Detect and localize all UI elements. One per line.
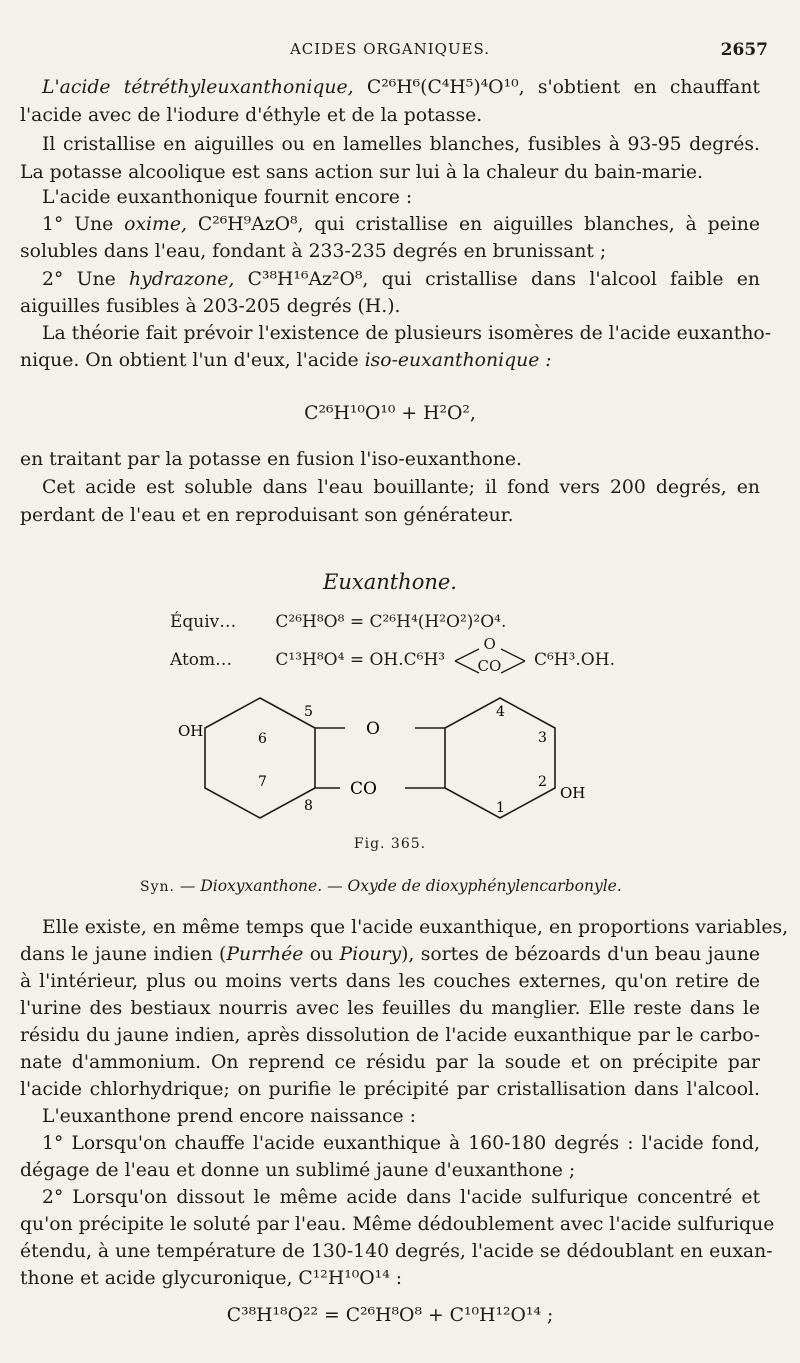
paragraph-line: 2° Lorsqu'on dissout le même acide dans l'acide sulfurique concentré et [42, 1187, 760, 1208]
compound-name: L'acide tétréthyleuxanthonique, [42, 77, 354, 98]
synonyms-line [140, 872, 760, 901]
atom-bridge [451, 634, 529, 675]
paragraph-line [20, 74, 760, 102]
paragraph-line: Cet acide est soluble dans l'eau bouillante; il fond vers 200 degrés, en [42, 477, 760, 498]
bridge-co: CO [477, 656, 502, 675]
figure-caption: Fig. 365. [353, 836, 427, 852]
compound-name: oxime, [124, 214, 187, 235]
text-run: , s'obtient en chauffant [518, 77, 760, 98]
paragraph-line: L'euxanthone prend encore naissance : [42, 1106, 416, 1127]
oh-left-label: OH [178, 722, 204, 740]
paragraph-line: étendu, à une température de 130-140 degrés, l'acide se dédoublant en euxan- [20, 1241, 773, 1262]
page-number: 2657 [720, 40, 768, 60]
text-run: 1° Une [42, 214, 114, 235]
equiv-formula: C²⁶H⁸O⁸ = C²⁶H⁴(H²O²)²O⁴. [275, 612, 507, 632]
ring-number-1: 1 [496, 800, 505, 816]
paragraph-line: aiguilles fusibles à 203-205 degrés (H.). [20, 296, 401, 317]
text-run: ), sortes de bézoards d'un beau jaune [401, 944, 760, 965]
paragraph-line: Il cristallise en aiguilles ou en lamelles blanches, fusibles à 93-95 degrés. [42, 134, 760, 155]
syn-label: Syn. [140, 879, 175, 895]
left-ring [205, 698, 315, 818]
compound-name: hydrazone, [129, 269, 235, 290]
paragraph-line: dégage de l'eau et donne un sublimé jaune d'euxanthone ; [20, 1160, 576, 1181]
ring-number-6: 6 [258, 731, 267, 747]
chemical-formula: C²⁶H¹⁰O¹⁰ + H²O², [304, 403, 476, 424]
ring-number-5: 5 [304, 704, 313, 720]
running-title: ACIDES ORGANIQUES. [289, 40, 491, 58]
page-header [20, 40, 768, 64]
compound-name: iso-euxanthonique : [364, 350, 552, 371]
chemical-formula: C²⁶H⁶(C⁴H⁵)⁴O¹⁰ [366, 77, 519, 98]
ring-number-4: 4 [496, 704, 505, 720]
atom-label: Atom… [170, 650, 233, 670]
bridge-o: O [483, 634, 496, 653]
section-title-text: Euxanthone. [323, 570, 457, 594]
paragraph-line: l'urine des bestiaux nourris avec les feuilles du manglier. Elle reste dans le [20, 998, 760, 1019]
paragraph-line [20, 266, 760, 294]
paragraph-line [20, 347, 760, 375]
paragraph-line: en traitant par la potasse en fusion l'iso-euxanthone. [20, 449, 522, 470]
paragraph-line: l'acide chlorhydrique; on purifie le précipité par cristallisation dans l'alcool. [20, 1079, 760, 1100]
paragraph-line: 1° Lorsqu'on chauffe l'acide euxanthique à 160-180 degrés : l'acide fond, [42, 1133, 760, 1154]
syn-text: — Dioxyxanthone. — Oxyde de dioxyphénylencarbonyle. [179, 877, 622, 895]
xanthone-structure-figure [178, 688, 620, 838]
atom-formula-row [170, 634, 730, 675]
paragraph-line: perdant de l'eau et en reproduisant son générateur. [20, 505, 514, 526]
paragraph-line: à l'intérieur, plus ou moins verts dans les couches externes, qu'on retire de [20, 971, 760, 992]
equiv-formula-row [170, 612, 730, 632]
bridge-o-label: O [366, 719, 380, 739]
paragraph-line: qu'on précipite le soluté par l'eau. Même dédoublement avec l'acide sulfurique [20, 1214, 775, 1235]
text-run: C³⁸H¹⁶Az²O⁸, qui cristallise dans l'alcool faible en [247, 269, 760, 290]
chemical-formula: C³⁸H¹⁸O²² = C²⁶H⁸O⁸ + C¹⁰H¹²O¹⁴ ; [226, 1305, 554, 1326]
bridge-co-label: CO [350, 779, 377, 799]
paragraph-line: thone et acide glycuronique, C¹²H¹⁰O¹⁴ : [20, 1268, 403, 1289]
paragraph-line: solubles dans l'eau, fondant à 233-235 degrés en brunissant ; [20, 241, 607, 262]
paragraph-line: l'acide avec de l'iodure d'éthyle et de la potasse. [20, 105, 483, 126]
paragraph-line: La potasse alcoolique est sans action sur lui à la chaleur du bain-marie. [20, 162, 703, 183]
paragraph-line: résidu du jaune indien, après dissolution de l'acide euxanthique par le carbo- [20, 1025, 760, 1046]
ring-number-8: 8 [304, 798, 313, 814]
text-run: 2° Une [42, 269, 116, 290]
ring-number-7: 7 [258, 774, 267, 790]
term: Pioury [339, 944, 402, 965]
text-run: C²⁶H⁹AzO⁸, qui cristallise en aiguilles blanches, à peine [197, 214, 760, 235]
term: Purrhée [226, 944, 304, 965]
equiv-label: Équiv… [170, 612, 237, 632]
atom-formula-left: C¹³H⁸O⁴ = OH.C⁶H³ [275, 650, 446, 670]
paragraph-line [20, 211, 760, 239]
structure-svg [178, 688, 620, 838]
ring-number-2: 2 [538, 774, 547, 790]
paragraph-line [20, 941, 760, 969]
section-title [20, 568, 760, 598]
text-run: dans le jaune indien ( [20, 944, 227, 965]
paragraph-line: L'acide euxanthonique fournit encore : [42, 187, 413, 208]
text-run: nique. On obtient l'un d'eux, l'acide [20, 350, 359, 371]
paragraph-line: Elle existe, en même temps que l'acide euxanthique, en proportions variables, [42, 917, 789, 938]
paragraph-line: nate d'ammonium. On reprend ce résidu par la soude et on précipite par [20, 1052, 760, 1073]
atom-formula-right: C⁶H³.OH. [533, 650, 615, 670]
text-run: ou [309, 944, 334, 965]
oh-right-label: OH [560, 784, 586, 802]
paragraph-line: La théorie fait prévoir l'existence de plusieurs isomères de l'acide euxantho- [42, 323, 772, 344]
ring-number-3: 3 [538, 730, 547, 746]
